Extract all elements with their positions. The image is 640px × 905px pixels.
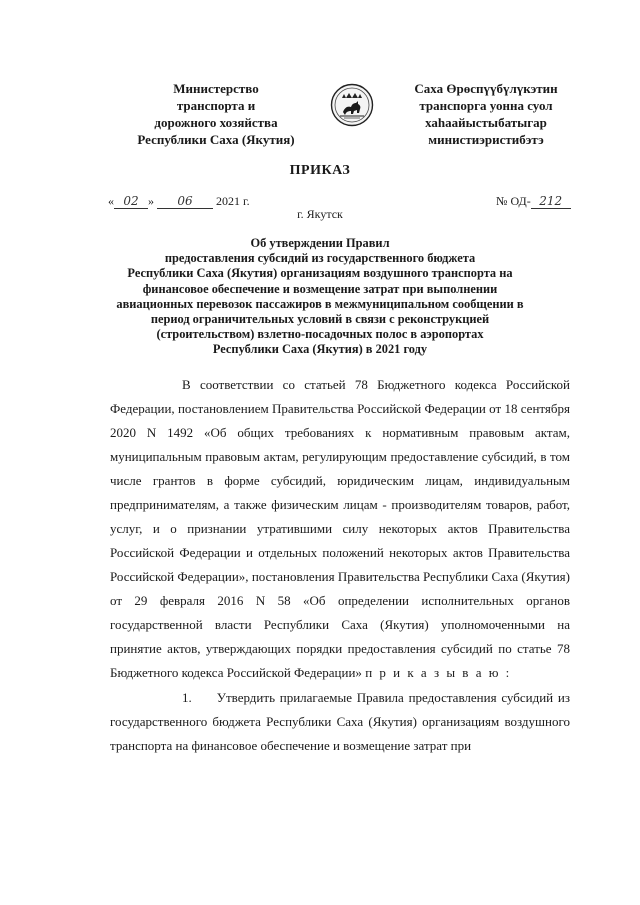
header-right-line: транспорга уонна суол xyxy=(419,98,553,113)
header-left-line: транспорта и xyxy=(176,98,256,113)
subject-line: предоставления субсидий из государственного бюджета xyxy=(164,251,476,266)
subject-line: (строительством) взлетно-посадочных полос в аэропортах xyxy=(156,327,484,342)
order-city: г. Якутск xyxy=(297,207,343,221)
item-1-paragraph xyxy=(110,686,570,758)
order-body xyxy=(110,373,570,758)
ministry-name-russian xyxy=(118,80,314,148)
order-subject xyxy=(110,236,530,358)
header-right-line: Саха Өрөспүүбүлүкэтин xyxy=(414,81,558,96)
item-number: 1. xyxy=(182,690,192,705)
subject-line: Республики Саха (Якутия) в 2021 году xyxy=(212,342,428,357)
decree-word: п р и к а з ы в а ю : xyxy=(365,665,512,680)
order-number-value: 212 xyxy=(531,194,571,209)
subject-line: период ограничительных условий в связи с реконструкцией xyxy=(150,312,490,327)
preamble-text: В соответствии со статьей 78 Бюджетного кодекса Российской Федерации, постановлением Правительства Российской Федерации от 18 сентября 2020 N 1492 «Об общих требованиях к нормативным правовым актам, муниципальным правовым актам, регулирующим предоставление субсидий, в том числе грантов в форме субсидий, юридическим лицам, индивидуальным предпринимателям, а также физическим лицам - производителям товаров, работ, услуг, и о признании утратившими силу некоторых актов Правительства Российской Федерации и отдельных положений некоторых актов Правительства Российской Федерации», постановления Правительства Республики Саха (Якутия) от 29 февраля 2016 N 58 «Об определении исполнительных органов государственной власти Республики Саха (Якутия) уполномоченными на принятие актов, утверждающих порядки предоставления субсидий по статье 78 Бюджетного кодекса Российской Федерации» xyxy=(110,377,570,680)
order-year: 2021 г. xyxy=(216,194,250,208)
order-day: 02 xyxy=(114,194,148,209)
item-1-text: Утвердить прилагаемые Правила предоставления субсидий из государственного бюджета Республики Саха (Якутия) организациям воздушного транспорта на финансовое обеспечение и возмещение затрат при xyxy=(110,690,570,753)
preamble-paragraph xyxy=(110,373,570,685)
header-left-line: дорожного хозяйства xyxy=(154,115,278,130)
subject-line: авиационных перевозок пассажиров в межмуниципальном сообщении в xyxy=(116,296,524,311)
order-number-prefix: № ОД- xyxy=(496,194,531,208)
date-quote-close: » xyxy=(148,194,154,208)
order-title: ПРИКАЗ xyxy=(289,163,351,178)
header-right-line: хаһаайыстыбатыгар xyxy=(425,115,547,130)
header-right-line: министиэристибэтэ xyxy=(428,132,544,147)
subject-line: Об утверждении Правил xyxy=(250,236,390,250)
date-quote-open: « xyxy=(108,194,114,208)
header-left-line: Республики Саха (Якутия) xyxy=(137,132,295,147)
order-month: 06 xyxy=(157,194,213,209)
subject-line: финансовое обеспечение и возмещение затрат при выполнении xyxy=(142,281,498,296)
header-left-line: Министерство xyxy=(173,81,259,96)
ministry-name-yakut xyxy=(402,80,570,148)
subject-line: Республики Саха (Якутия) организациям воздушного транспорта на xyxy=(127,266,513,281)
coat-of-arms-icon xyxy=(330,83,374,127)
